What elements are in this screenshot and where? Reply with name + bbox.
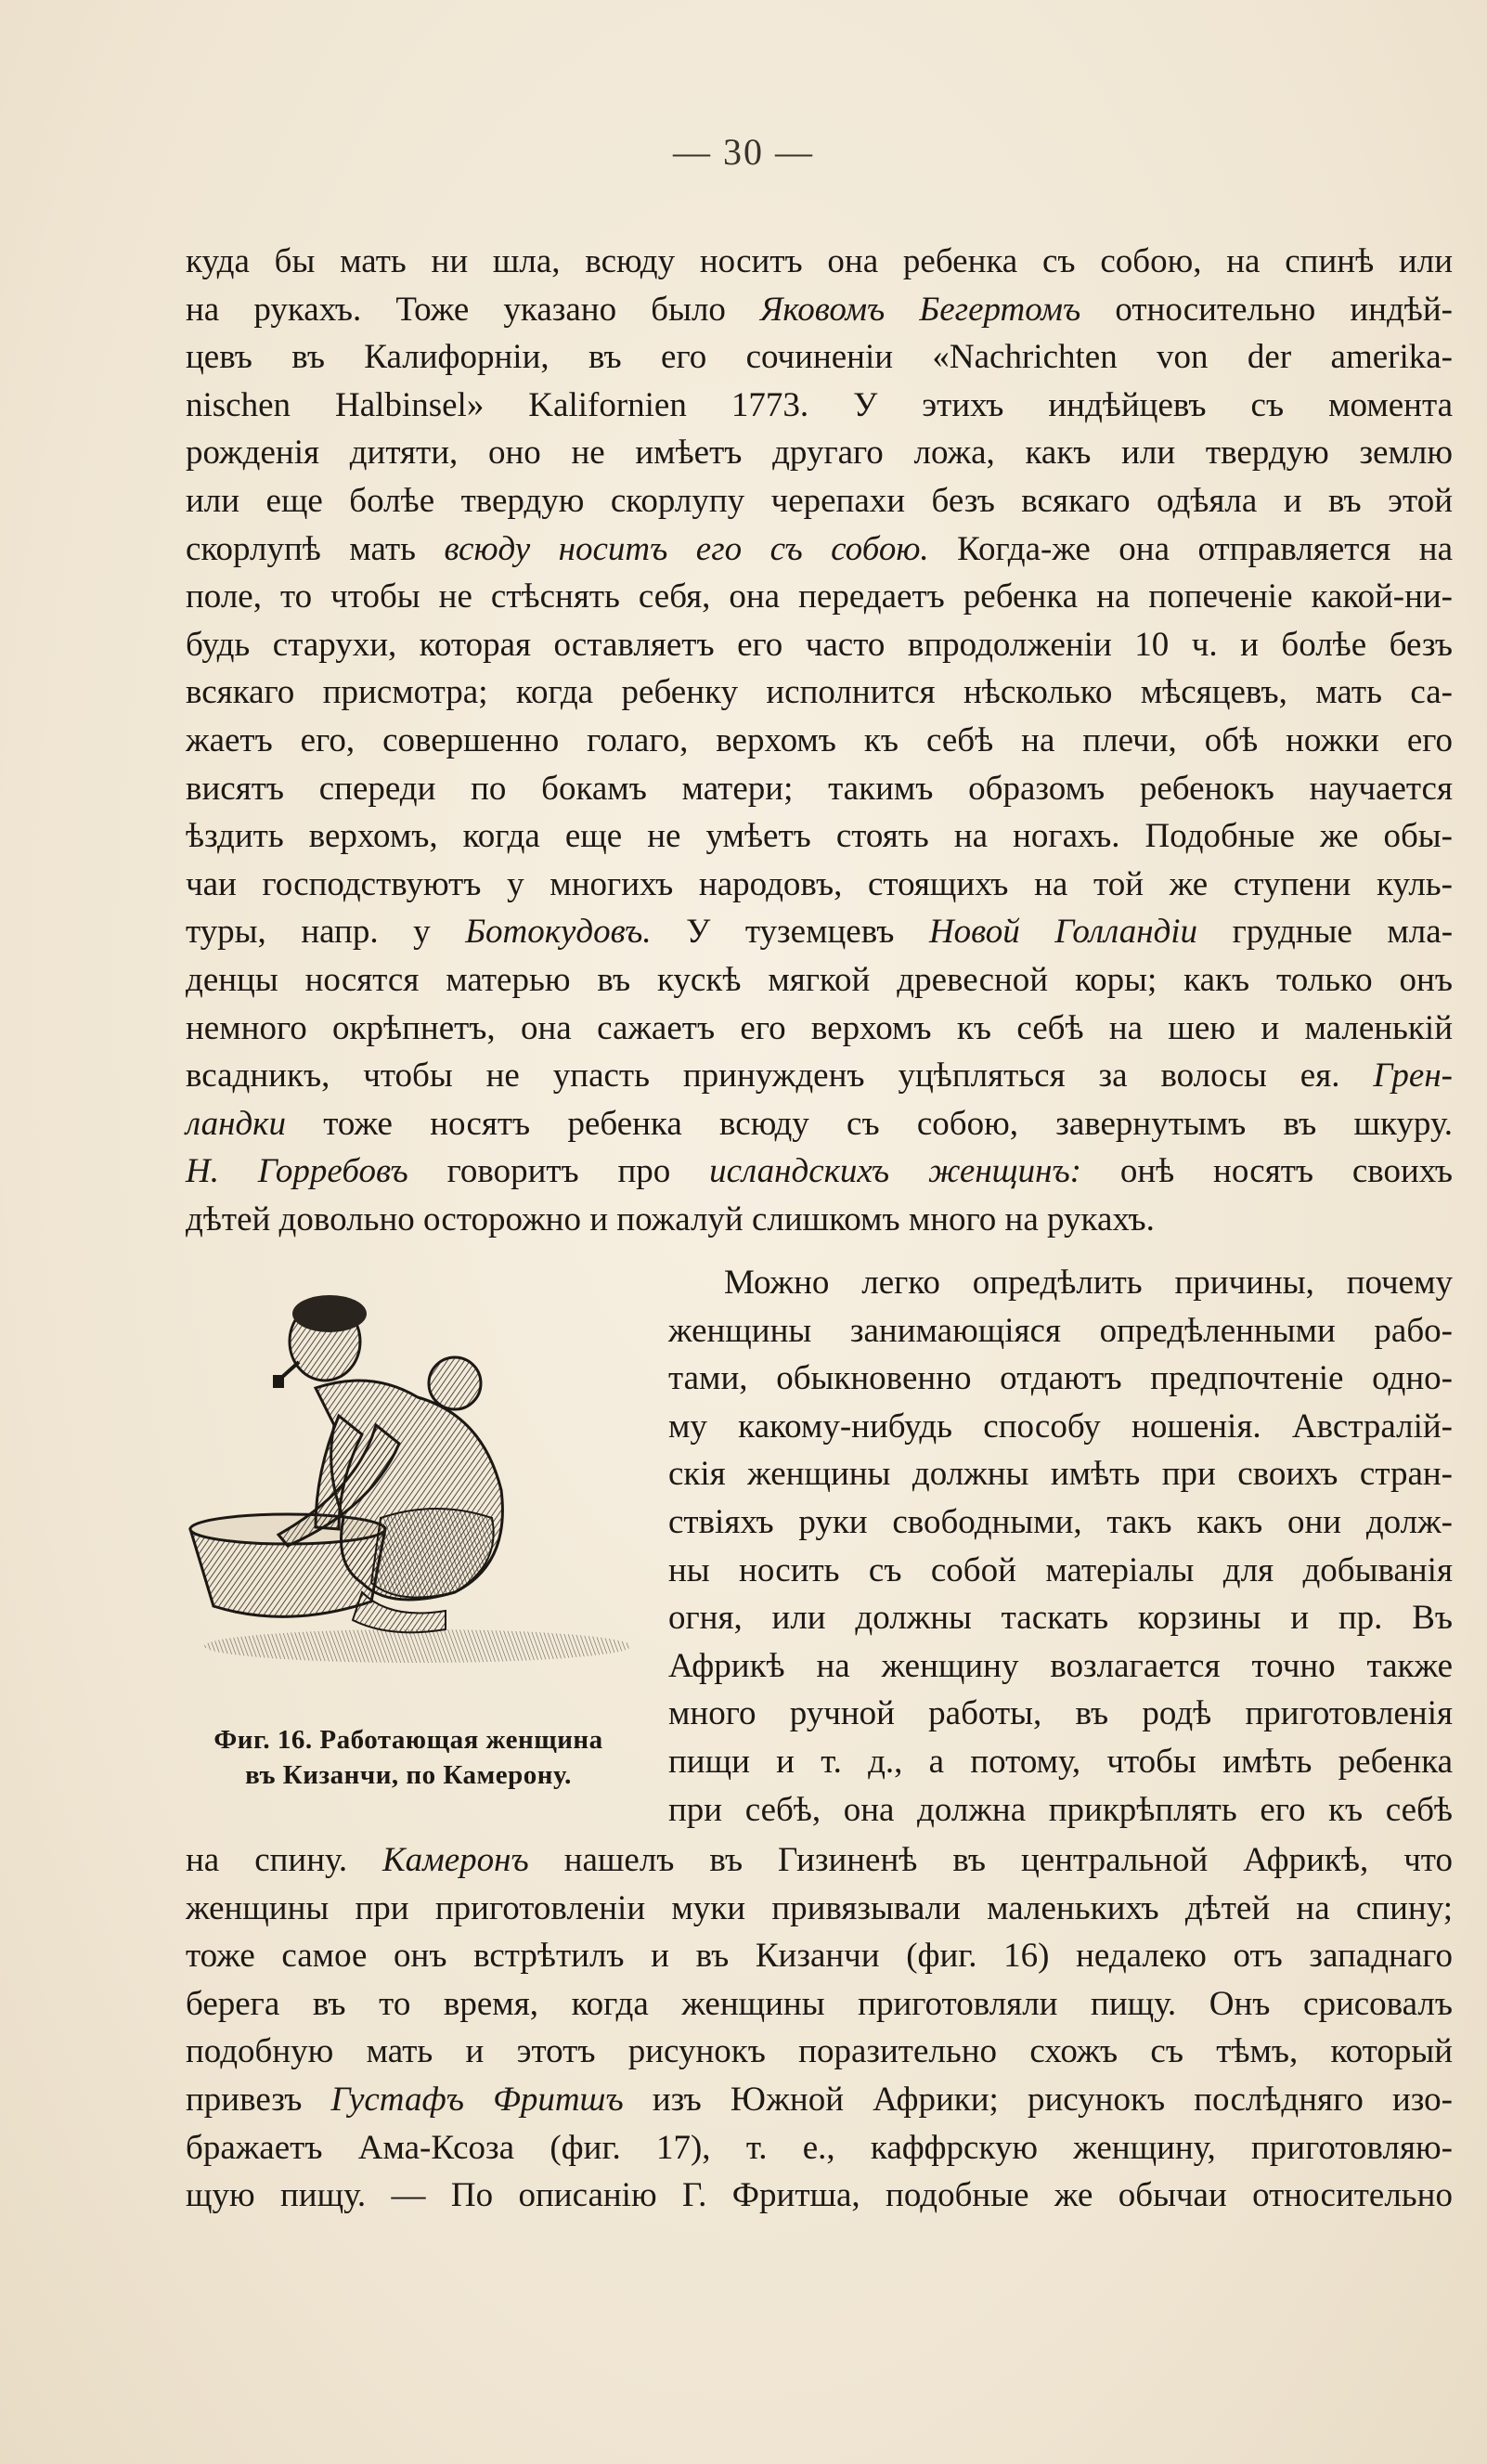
- text-line: цевъ въ Калифорніи, въ его сочиненіи «Nachrichten von der amerika-: [186, 338, 1453, 377]
- text-line: женщины занимающіяся опредѣленными рабо-: [668, 1311, 1453, 1350]
- text-line: много ручной работы, въ родѣ приготовленія: [668, 1694, 1453, 1733]
- text-line: огня, или должны таскать корзины и пр. Въ: [668, 1599, 1453, 1638]
- text-line: привезъ Густафъ Фритшъ изъ Южной Африки; рисунокъ послѣдняго изо-: [186, 2080, 1453, 2119]
- text-line: nischen Halbinsel» Kalifornien 1773. У этихъ индѣйцевъ съ момента: [186, 385, 1453, 424]
- caption-line-1: Фиг. 16. Работающая женщина: [213, 1725, 603, 1755]
- text-line: чаи господствуютъ у многихъ народовъ, стоящихъ на той же ступени куль-: [186, 864, 1453, 903]
- paragraph-top: [186, 238, 1453, 1243]
- text-line: Африкѣ на женщину возлагается точно также: [668, 1646, 1453, 1685]
- figure-caption: [176, 1722, 640, 1793]
- text-line: всадникъ, чтобы не упасть принужденъ уцѣпляться за волосы ея. Грен-: [186, 1057, 1453, 1096]
- text-line: рожденія дитяти, оно не имѣетъ другаго ложа, какъ или твердую землю: [186, 434, 1453, 473]
- text-line: висятъ спереди по бокамъ матери; такимъ образомъ ребенокъ научается: [186, 769, 1453, 808]
- text-line: поле, то чтобы не стѣснять себя, она передаетъ ребенка на попеченіе какой-ни-: [186, 577, 1453, 616]
- text-line: ѣздить верхомъ, когда еще не умѣетъ стоять на ногахъ. Подобные же обы-: [186, 817, 1453, 856]
- paragraph-bottom: [186, 1836, 1453, 2220]
- text-line: пищи и т. д., а потому, чтобы имѣть ребенка: [668, 1742, 1453, 1781]
- figure-16-illustration: [176, 1286, 640, 1676]
- text-line: или еще болѣе твердую скорлупу черепахи безъ всякаго одѣяла и въ этой: [186, 481, 1453, 520]
- paragraph-beside-figure: [668, 1259, 1453, 1834]
- text-line: му какому-нибудь способу ношенія. Австралій-: [668, 1407, 1453, 1446]
- text-line: ны носить съ собой матеріалы для добыванія: [668, 1550, 1453, 1589]
- text-line: подобную мать и этотъ рисунокъ поразительно схожъ съ тѣмъ, который: [186, 2032, 1453, 2071]
- woman-with-child-engraving-icon: [176, 1286, 640, 1676]
- text-line: тоже самое онъ встрѣтилъ и въ Кизанчи (фиг. 16) недалеко отъ западнаго: [186, 1937, 1453, 1976]
- text-line: ствіяхъ руки свободными, такъ какъ они долж-: [668, 1502, 1453, 1541]
- text-line: тами, обыкновенно отдаютъ предпочтеніе одно-: [668, 1359, 1453, 1398]
- text-line: куда бы мать ни шла, всюду носитъ она ребенка съ собою, на спинѣ или: [186, 242, 1453, 280]
- text-line: берега въ то время, когда женщины приготовляли пищу. Онъ срисовалъ: [186, 1984, 1453, 2023]
- text-line: женщины при приготовленіи муки привязывали маленькихъ дѣтей на спину;: [186, 1888, 1453, 1927]
- caption-line-2: въ Кизанчи, по Камерону.: [245, 1760, 572, 1790]
- text-line: туры, напр. у Ботокудовъ. У туземцевъ Новой Голландіи грудные мла-: [186, 913, 1454, 952]
- text-line: жаетъ его, совершенно голаго, верхомъ къ себѣ на плечи, обѣ ножки его: [186, 720, 1453, 759]
- text-line: бражаетъ Ама-Ксоза (фиг. 17), т. е., каффрскую женщину, приготовляю-: [186, 2128, 1453, 2167]
- text-line: на спину. Камеронъ нашелъ въ Гизиненѣ въ центральной Африкѣ, что: [186, 1841, 1453, 1879]
- text-line: всякаго присмотра; когда ребенку исполнится нѣсколько мѣсяцевъ, мать са-: [186, 673, 1453, 712]
- text-line: скія женщины должны имѣть при своихъ стран-: [668, 1455, 1453, 1494]
- page-number: — 30 —: [673, 131, 814, 173]
- text-line: Н. Горребовъ говоритъ про исландскихъ женщинъ: онѣ носятъ своихъ: [186, 1152, 1453, 1191]
- text-line: на рукахъ. Тоже указано было Яковомъ Бегертомъ относительно индѣй-: [186, 290, 1453, 329]
- text-line: при себѣ, она должна прикрѣплять его къ себѣ: [668, 1790, 1453, 1829]
- text-line: скорлупѣ мать всюду носитъ его съ собою. Когда-же она отправляется на: [186, 529, 1453, 568]
- text-line: Можно легко опредѣлить причины, почему: [724, 1264, 1453, 1302]
- text-line: будь старухи, которая оставляетъ его часто впродолженіи 10 ч. и болѣе безъ: [186, 625, 1453, 664]
- text-line: ландки тоже носятъ ребенка всюду съ собою, завернутымъ въ шкуру.: [186, 1104, 1453, 1143]
- text-line: немного окрѣпнетъ, она сажаетъ его верхомъ къ себѣ на шею и маленькій: [186, 1008, 1453, 1047]
- text-line: щую пищу. — По описанію Г. Фритша, подобные же обычаи относительно: [186, 2176, 1453, 2215]
- text-line: дѣтей довольно осторожно и пожалуй слишкомъ много на рукахъ.: [186, 1200, 1155, 1238]
- text-line: денцы носятся матерью въ кускѣ мягкой древесной коры; какъ только онъ: [186, 960, 1453, 999]
